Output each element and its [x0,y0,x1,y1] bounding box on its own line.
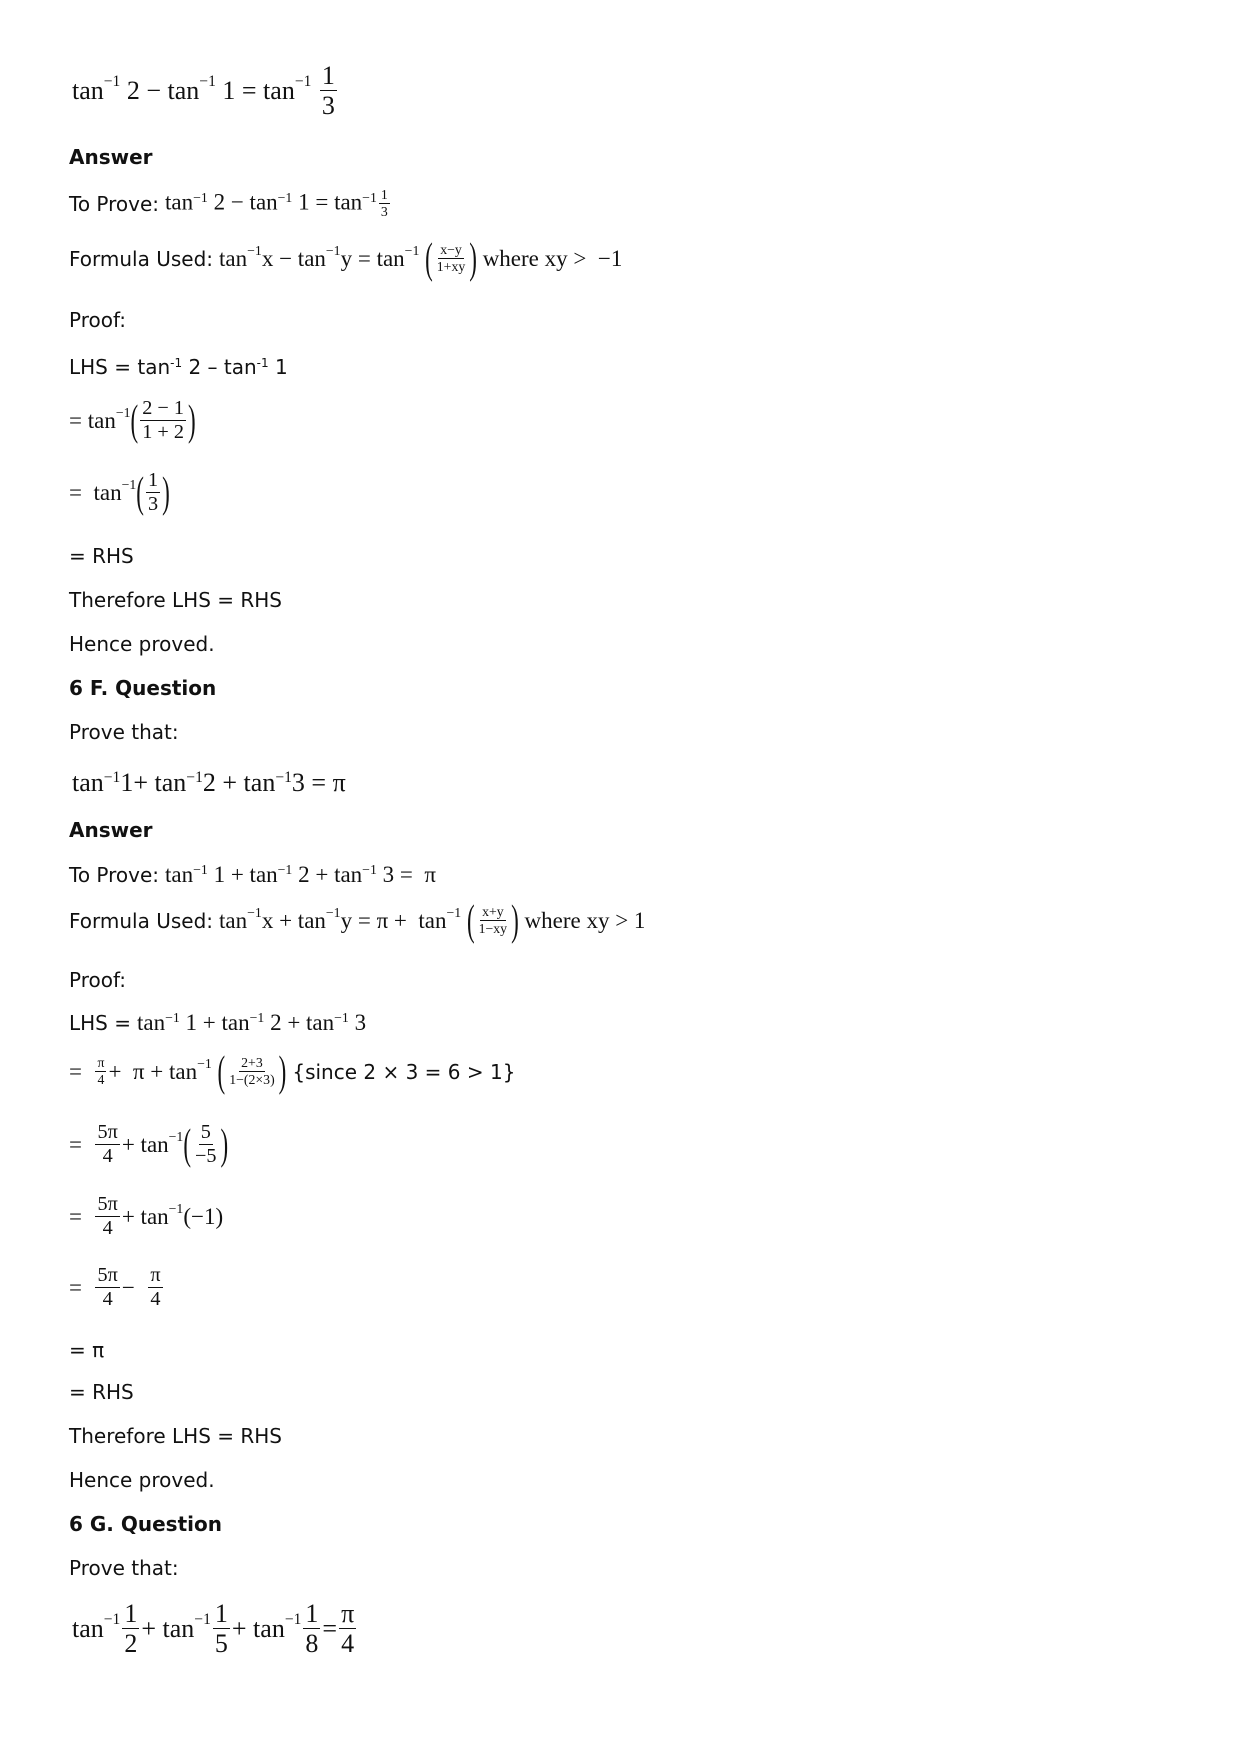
question-expression-g: tan $^{-1}$ $\frac{1}{2}$ + tan $^{-1}$ $\frac{1}{5}$ + tan $^{-1}$ $\frac{1}{8}$ = $\frac{\pi}{4}$ [72,1599,355,1659]
therefore-line-f: Therefore LHS = RHS [69,1424,282,1448]
lhs-line-e: LHS = $\tan^{-1} 2 - \tan^{-1} 1$ [69,355,288,379]
formula-used-label: Formula Used: [69,246,214,271]
to-prove-label: To Prove: [69,863,160,887]
question-heading-g: 6 G. Question [69,1512,222,1536]
to-prove-line-e: To Prove: $\tan^{-1} 2 - \tan^{-1} 1 = \tan^{-1}$ $\frac{1}{3}$ [69,187,388,220]
answer-heading-e: Answer [69,145,153,169]
prove-that-g: Prove that: [69,1556,179,1580]
step-1-e: = tan $^{-1}$ ( $\frac{2 - 1}{1 + 2}$ ) [69,396,196,444]
lhs-line-f: LHS = $\tan^{-1} 1 + \tan^{-1} 2 + \tan^{-1} 3$ [69,1010,367,1035]
pi-line-f: = π [69,1338,105,1362]
question-expression-f: $\tan^{-1}1+ \tan^{-1}2 + \tan^{-1}3 = \pi$ [72,768,346,797]
formula-used-line-e: Formula Used: tan $^{-1}$ x − tan $^{-1}$ y = tan $^{-1}$ ( $\frac{x-y}{1+xy}$ ) where xy > −1 [69,234,623,282]
step-2-f: = $\frac{5\pi}{4}$ + tan $^{-1}$ ( $\frac{5}{-5}$ ) [69,1120,229,1168]
proof-label-f: Proof: [69,968,127,992]
answer-heading-f: Answer [69,818,153,842]
rhs-line-e: = RHS [69,544,134,568]
proof-label-e: Proof: [69,308,127,332]
rhs-line-f: = RHS [69,1380,134,1404]
since-note: {since 2 × 3 = 6 > 1} [292,1059,516,1084]
step-2-e: = tan $^{-1}$ ( $\frac{1}{3}$ ) [69,468,170,516]
question-expression-e: tan $^{-1}$ 2 − tan $^{-1}$ 1 = tan $^{-1}$ $\frac{1}{3}$ [72,61,335,121]
to-prove-line-f: To Prove: $\tan^{-1} 1 + \tan^{-1} 2 + \tan^{-1} 3 = \pi$ [69,862,436,887]
step-3-f: = $\frac{5\pi}{4}$ + tan $^{-1}$ (−1) [69,1193,224,1240]
therefore-line-e: Therefore LHS = RHS [69,588,282,612]
prove-that-f: Prove that: [69,720,179,744]
formula-used-line-f: Formula Used: tan $^{-1}$ x + tan $^{-1}$ y = π + tan $^{-1}$ ( $\frac{x+y}{1-xy}$ ) where xy > 1 [69,896,646,944]
hence-proved-f: Hence proved. [69,1468,215,1492]
to-prove-label: To Prove: [69,191,160,216]
formula-used-label: Formula Used: [69,908,214,933]
step-1-f: = $\frac{\pi}{4}$ + π + tan $^{-1}$ ( $\frac{2+3}{1-(2\times 3)}$ ) {since 2 × 3 = 6 > 1} [69,1047,516,1095]
question-heading-f: 6 F. Question [69,676,217,700]
hence-proved-e: Hence proved. [69,632,215,656]
step-4-f: = $\frac{5\pi}{4}$ − $\frac{\pi}{4}$ [69,1264,161,1311]
